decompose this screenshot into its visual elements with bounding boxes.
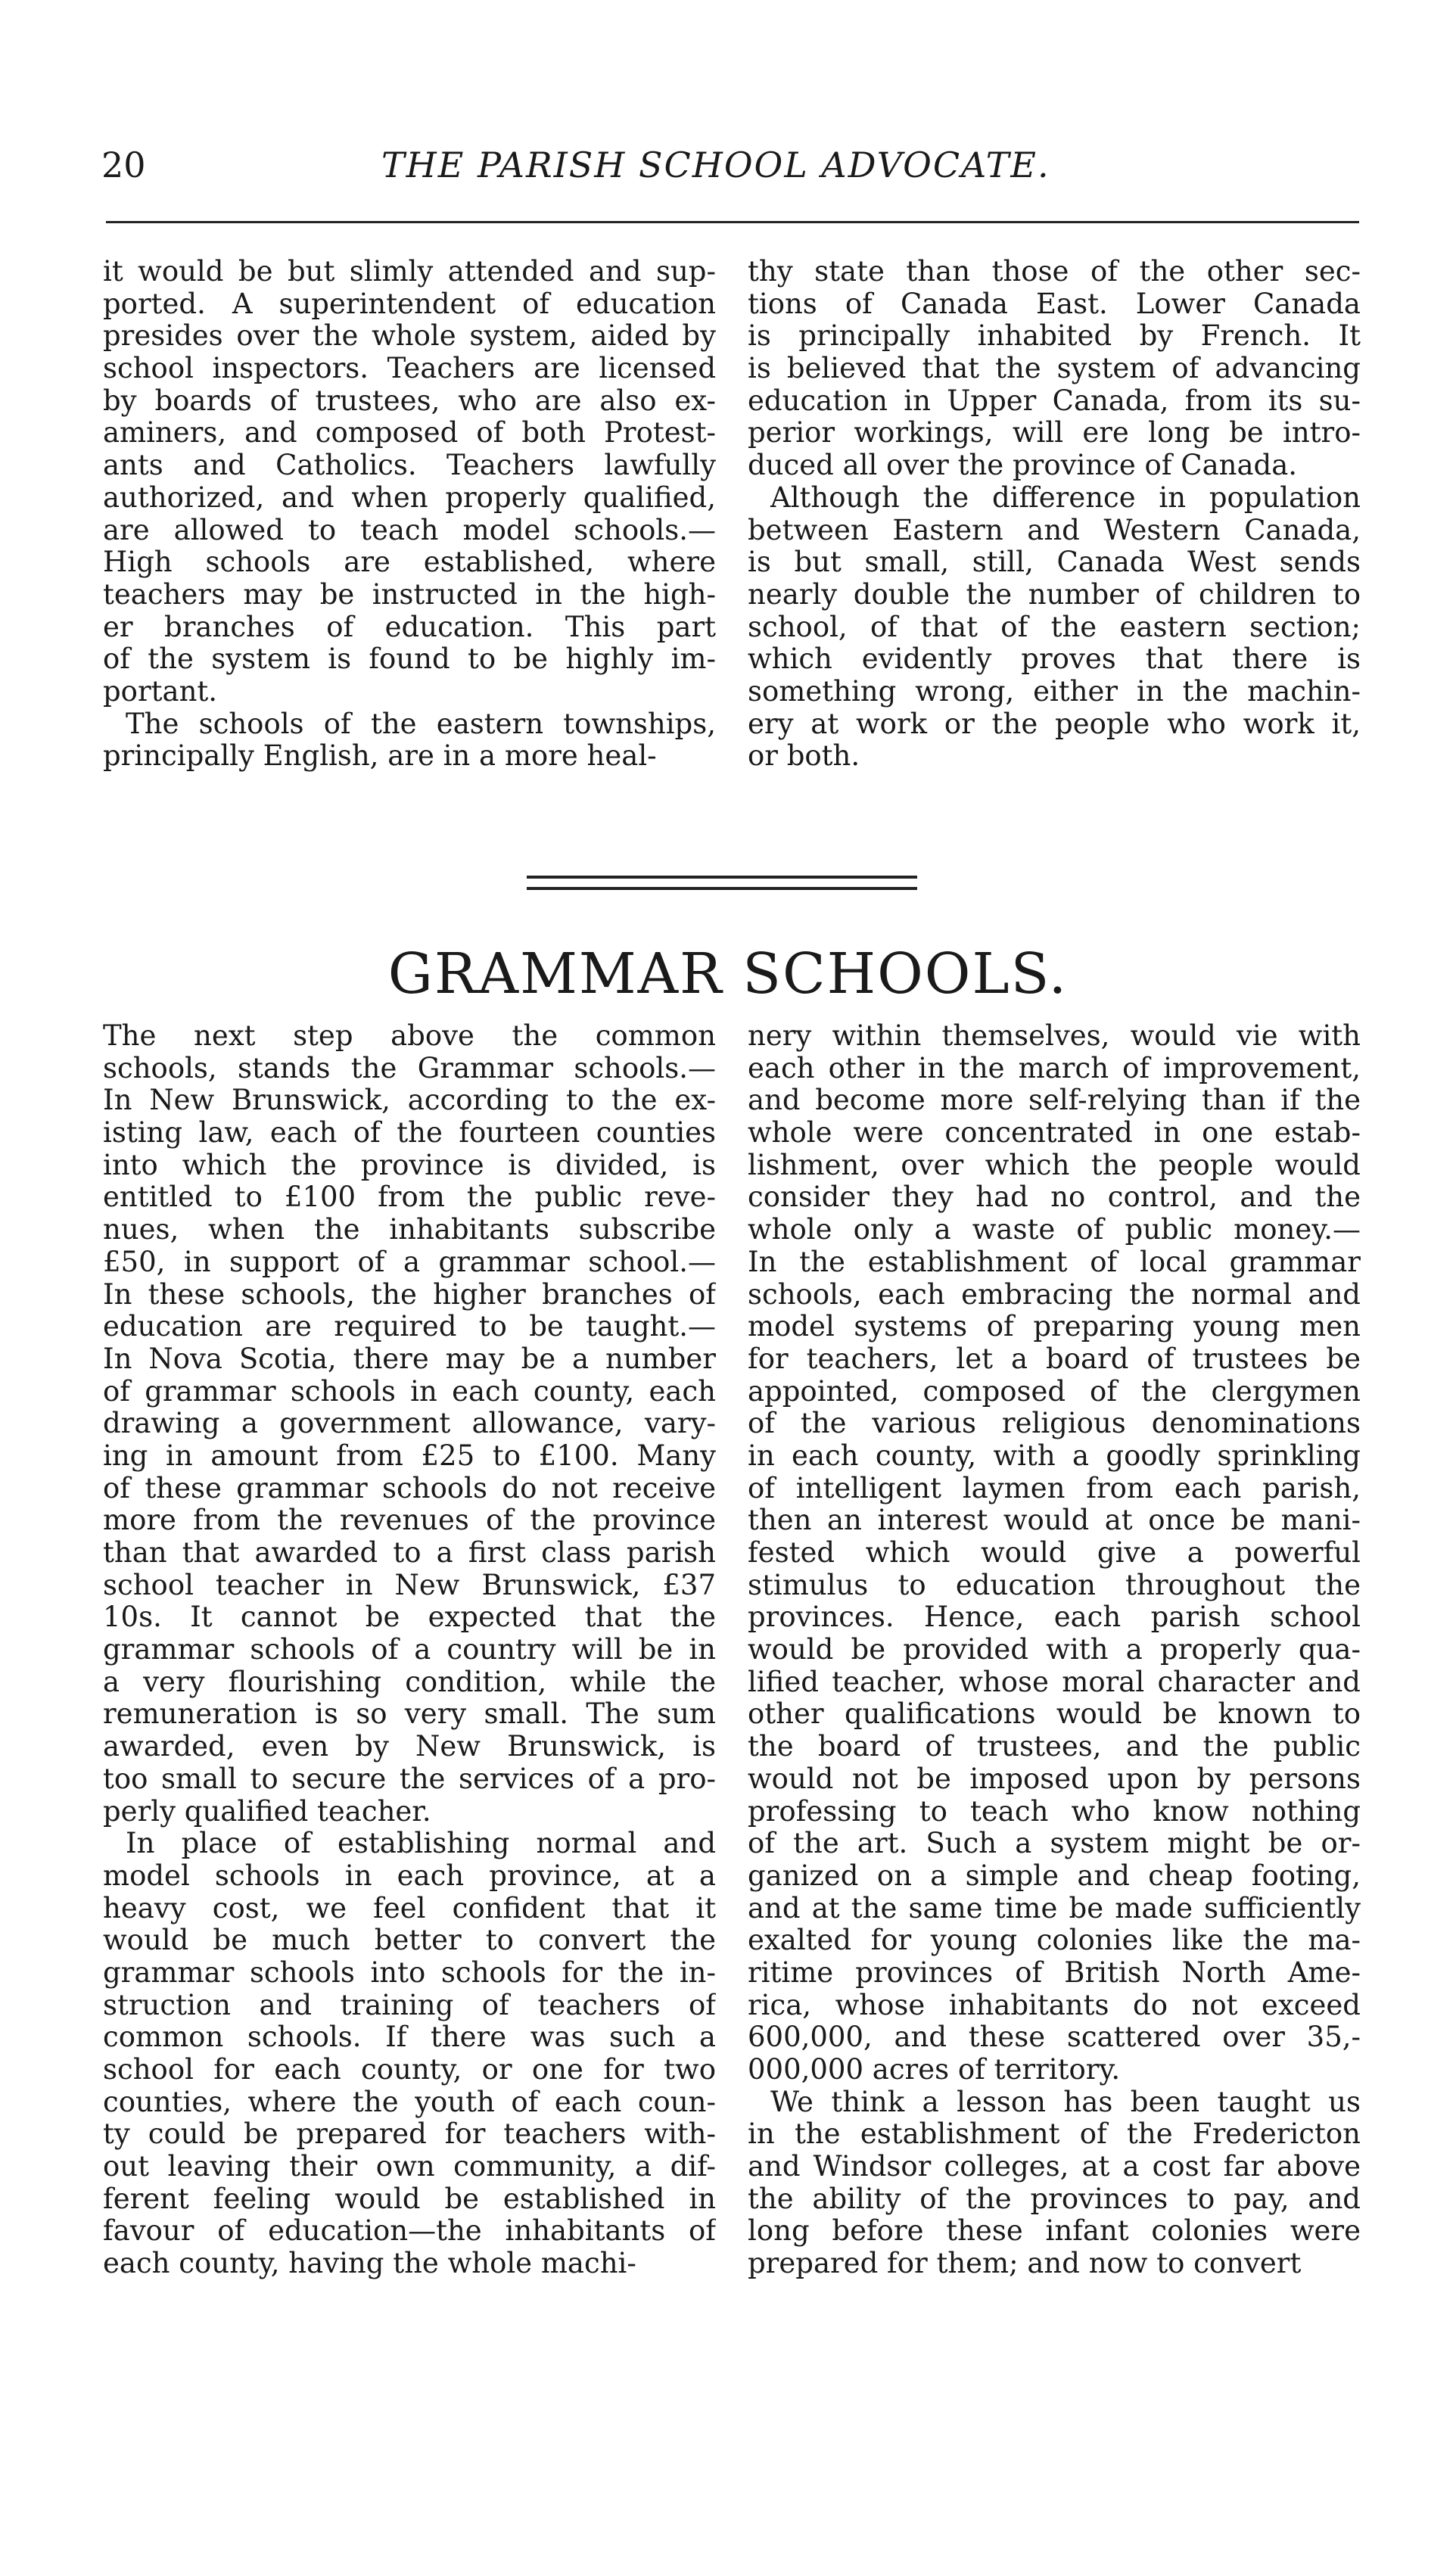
text-line: counties, where the youth of each coun- xyxy=(103,2086,716,2118)
column-bottom-left xyxy=(103,1020,716,2280)
text-line: In New Brunswick, according to the ex- xyxy=(103,1084,716,1117)
text-line: stimulus to education throughout the xyxy=(748,1569,1361,1601)
text-line: ganized on a simple and cheap footing, xyxy=(748,1859,1361,1892)
section-divider-lower-rule xyxy=(527,887,917,890)
text-line: The next step above the common xyxy=(103,1020,716,1052)
text-line: er branches of education. This part xyxy=(103,611,716,643)
running-title: THE PARISH SCHOOL ADVOCATE. xyxy=(381,145,1050,185)
text-line: lified teacher, whose moral character and xyxy=(748,1666,1361,1698)
text-line: of intelligent laymen from each parish, xyxy=(748,1472,1361,1504)
text-line: and become more self-relying than if the xyxy=(748,1084,1361,1117)
text-line: rica, whose inhabitants do not exceed xyxy=(748,1989,1361,2021)
text-line: entitled to £100 from the public reve- xyxy=(103,1181,716,1214)
text-line: between Eastern and Western Canada, xyxy=(748,514,1361,546)
text-line: grammar schools into schools for the in- xyxy=(103,1956,716,1989)
text-line: aminers, and composed of both Protest- xyxy=(103,417,716,450)
text-line: is principally inhabited by French. It xyxy=(748,320,1361,353)
text-line: ing in amount from £25 to £100. Many xyxy=(103,1439,716,1472)
text-line: presides over the whole system, aided by xyxy=(103,320,716,353)
text-line: each other in the march of improvement, xyxy=(748,1052,1361,1084)
text-line: schools, each embracing the normal and xyxy=(748,1278,1361,1311)
text-line: ferent feeling would be established in xyxy=(103,2183,716,2215)
text-line: professing to teach who know nothing xyxy=(748,1795,1361,1828)
text-line: is believed that the system of advancing xyxy=(748,353,1361,385)
text-line: tions of Canada East. Lower Canada xyxy=(748,288,1361,320)
text-line: favour of education—the inhabitants of xyxy=(103,2215,716,2248)
text-line: appointed, composed of the clergymen xyxy=(748,1375,1361,1408)
column-bottom-right xyxy=(748,1020,1361,2280)
text-line: schools, stands the Grammar schools.— xyxy=(103,1052,716,1084)
text-line: of the system is found to be highly im- xyxy=(103,643,716,676)
text-line: heavy cost, we feel confident that it xyxy=(103,1892,716,1924)
text-line: principally English, are in a more heal- xyxy=(103,740,657,773)
text-line: prepared for them; and now to convert xyxy=(748,2248,1302,2280)
text-line: and at the same time be made sufficiently xyxy=(748,1892,1361,1924)
text-line: the ability of the provinces to pay, and xyxy=(748,2183,1361,2215)
text-line: High schools are established, where xyxy=(103,546,716,579)
text-line: ritime provinces of British North Ame- xyxy=(748,1956,1361,1989)
text-line: In place of establishing normal and xyxy=(126,1828,716,1860)
text-line: In the establishment of local grammar xyxy=(748,1246,1361,1278)
text-line: school for each county, or one for two xyxy=(103,2054,716,2086)
text-line: which evidently proves that there is xyxy=(748,643,1361,676)
text-line: for teachers, let a board of trustees be xyxy=(748,1343,1361,1375)
text-line: struction and training of teachers of xyxy=(103,1989,716,2021)
text-line: or both. xyxy=(748,740,860,773)
text-line: into which the province is divided, is xyxy=(103,1149,716,1181)
text-line: too small to secure the services of a pro- xyxy=(103,1763,716,1795)
text-line: ery at work or the people who work it, xyxy=(748,708,1361,740)
text-line: in each county, with a goodly sprinkling xyxy=(748,1439,1361,1472)
text-line: by boards of trustees, who are also ex- xyxy=(103,384,716,417)
text-line: school inspectors. Teachers are licensed xyxy=(103,353,716,385)
text-line: 000,000 acres of territory. xyxy=(748,2054,1121,2086)
page-header xyxy=(101,142,1358,188)
text-line: ported. A superintendent of education xyxy=(103,288,716,320)
text-line: of the various religious denominations xyxy=(748,1408,1361,1440)
text-line: a very flourishing condition, while the xyxy=(103,1666,716,1698)
text-line: Although the difference in population xyxy=(770,481,1361,514)
text-line: other qualifications would be known to xyxy=(748,1698,1361,1731)
text-line: provinces. Hence, each parish school xyxy=(748,1601,1361,1634)
text-line: model schools in each province, at a xyxy=(103,1859,716,1892)
text-line: In Nova Scotia, there may be a number xyxy=(103,1343,716,1375)
text-line: education are required to be taught.— xyxy=(103,1311,716,1343)
text-line: awarded, even by New Brunswick, is xyxy=(103,1731,716,1763)
text-line: portant. xyxy=(103,675,218,708)
section-title: GRAMMAR SCHOOLS. xyxy=(387,941,1069,1007)
text-line: long before these infant colonies were xyxy=(748,2215,1361,2248)
text-line: drawing a government allowance, vary- xyxy=(103,1408,716,1440)
text-line: nery within themselves, would vie with xyxy=(748,1020,1361,1052)
text-line: The schools of the eastern townships, xyxy=(126,708,716,740)
text-line: nearly double the number of children to xyxy=(748,578,1361,611)
text-line: of the art. Such a system might be or- xyxy=(748,1828,1361,1860)
text-line: school, of that of the eastern section; xyxy=(748,611,1361,643)
text-line: whole only a waste of public money.— xyxy=(748,1214,1361,1246)
column-top-left xyxy=(103,256,716,773)
text-line: duced all over the province of Canada. xyxy=(748,450,1298,482)
text-line: lishment, over which the people would xyxy=(748,1149,1361,1181)
text-line: isting law, each of the fourteen counties xyxy=(103,1117,716,1150)
header-rule xyxy=(106,221,1359,223)
text-line: fested which would give a powerful xyxy=(748,1537,1361,1569)
text-line: 600,000, and these scattered over 35,- xyxy=(748,2021,1361,2054)
text-line: of these grammar schools do not receive xyxy=(103,1472,716,1504)
text-line: perly qualified teacher. xyxy=(103,1795,431,1828)
text-line: of grammar schools in each county, each xyxy=(103,1375,716,1408)
text-line: perior workings, will ere long be intro- xyxy=(748,417,1361,450)
text-line: model systems of preparing young men xyxy=(748,1311,1361,1343)
text-line: We think a lesson has been taught us xyxy=(770,2086,1361,2118)
text-line: would not be imposed upon by persons xyxy=(748,1763,1361,1795)
text-line: grammar schools of a country will be in xyxy=(103,1634,716,1666)
text-line: would be provided with a properly qua- xyxy=(748,1634,1361,1666)
column-top-right xyxy=(748,256,1361,773)
text-line: it would be but slimly attended and sup- xyxy=(103,256,716,288)
text-line: remuneration is so very small. The sum xyxy=(103,1698,716,1731)
text-line: then an interest would at once be mani- xyxy=(748,1504,1361,1537)
section-divider-upper-rule xyxy=(527,876,917,879)
page-number: 20 xyxy=(101,145,146,185)
text-line: school teacher in New Brunswick, £37 xyxy=(103,1569,716,1601)
text-line: is but small, still, Canada West sends xyxy=(748,546,1361,579)
text-line: more from the revenues of the province xyxy=(103,1504,716,1537)
text-line: ants and Catholics. Teachers lawfully xyxy=(103,450,716,482)
text-line: teachers may be instructed in the high- xyxy=(103,578,716,611)
text-line: education in Upper Canada, from its su- xyxy=(748,384,1361,417)
text-line: the board of trustees, and the public xyxy=(748,1731,1361,1763)
text-line: something wrong, either in the machin- xyxy=(748,675,1361,708)
text-line: in the establishment of the Fredericton xyxy=(748,2118,1361,2151)
text-line: thy state than those of the other sec- xyxy=(748,256,1361,288)
text-line: common schools. If there was such a xyxy=(103,2021,716,2054)
text-line: authorized, and when properly qualified, xyxy=(103,481,716,514)
text-line: would be much better to convert the xyxy=(103,1924,716,1957)
text-line: whole were concentrated in one estab- xyxy=(748,1117,1361,1150)
text-line: nues, when the inhabitants subscribe xyxy=(103,1214,716,1246)
text-line: 10s. It cannot be expected that the xyxy=(103,1601,716,1634)
text-line: than that awarded to a first class parish xyxy=(103,1537,716,1569)
text-line: each county, having the whole machi- xyxy=(103,2248,636,2280)
text-line: consider they had no control, and the xyxy=(748,1181,1361,1214)
text-line: and Windsor colleges, at a cost far above xyxy=(748,2151,1361,2183)
text-line: out leaving their own community, a dif- xyxy=(103,2151,716,2183)
text-line: are allowed to teach model schools.— xyxy=(103,514,716,546)
text-line: exalted for young colonies like the ma- xyxy=(748,1924,1361,1957)
text-line: £50, in support of a grammar school.— xyxy=(103,1246,716,1278)
text-line: ty could be prepared for teachers with- xyxy=(103,2118,716,2151)
text-line: In these schools, the higher branches of xyxy=(103,1278,716,1311)
